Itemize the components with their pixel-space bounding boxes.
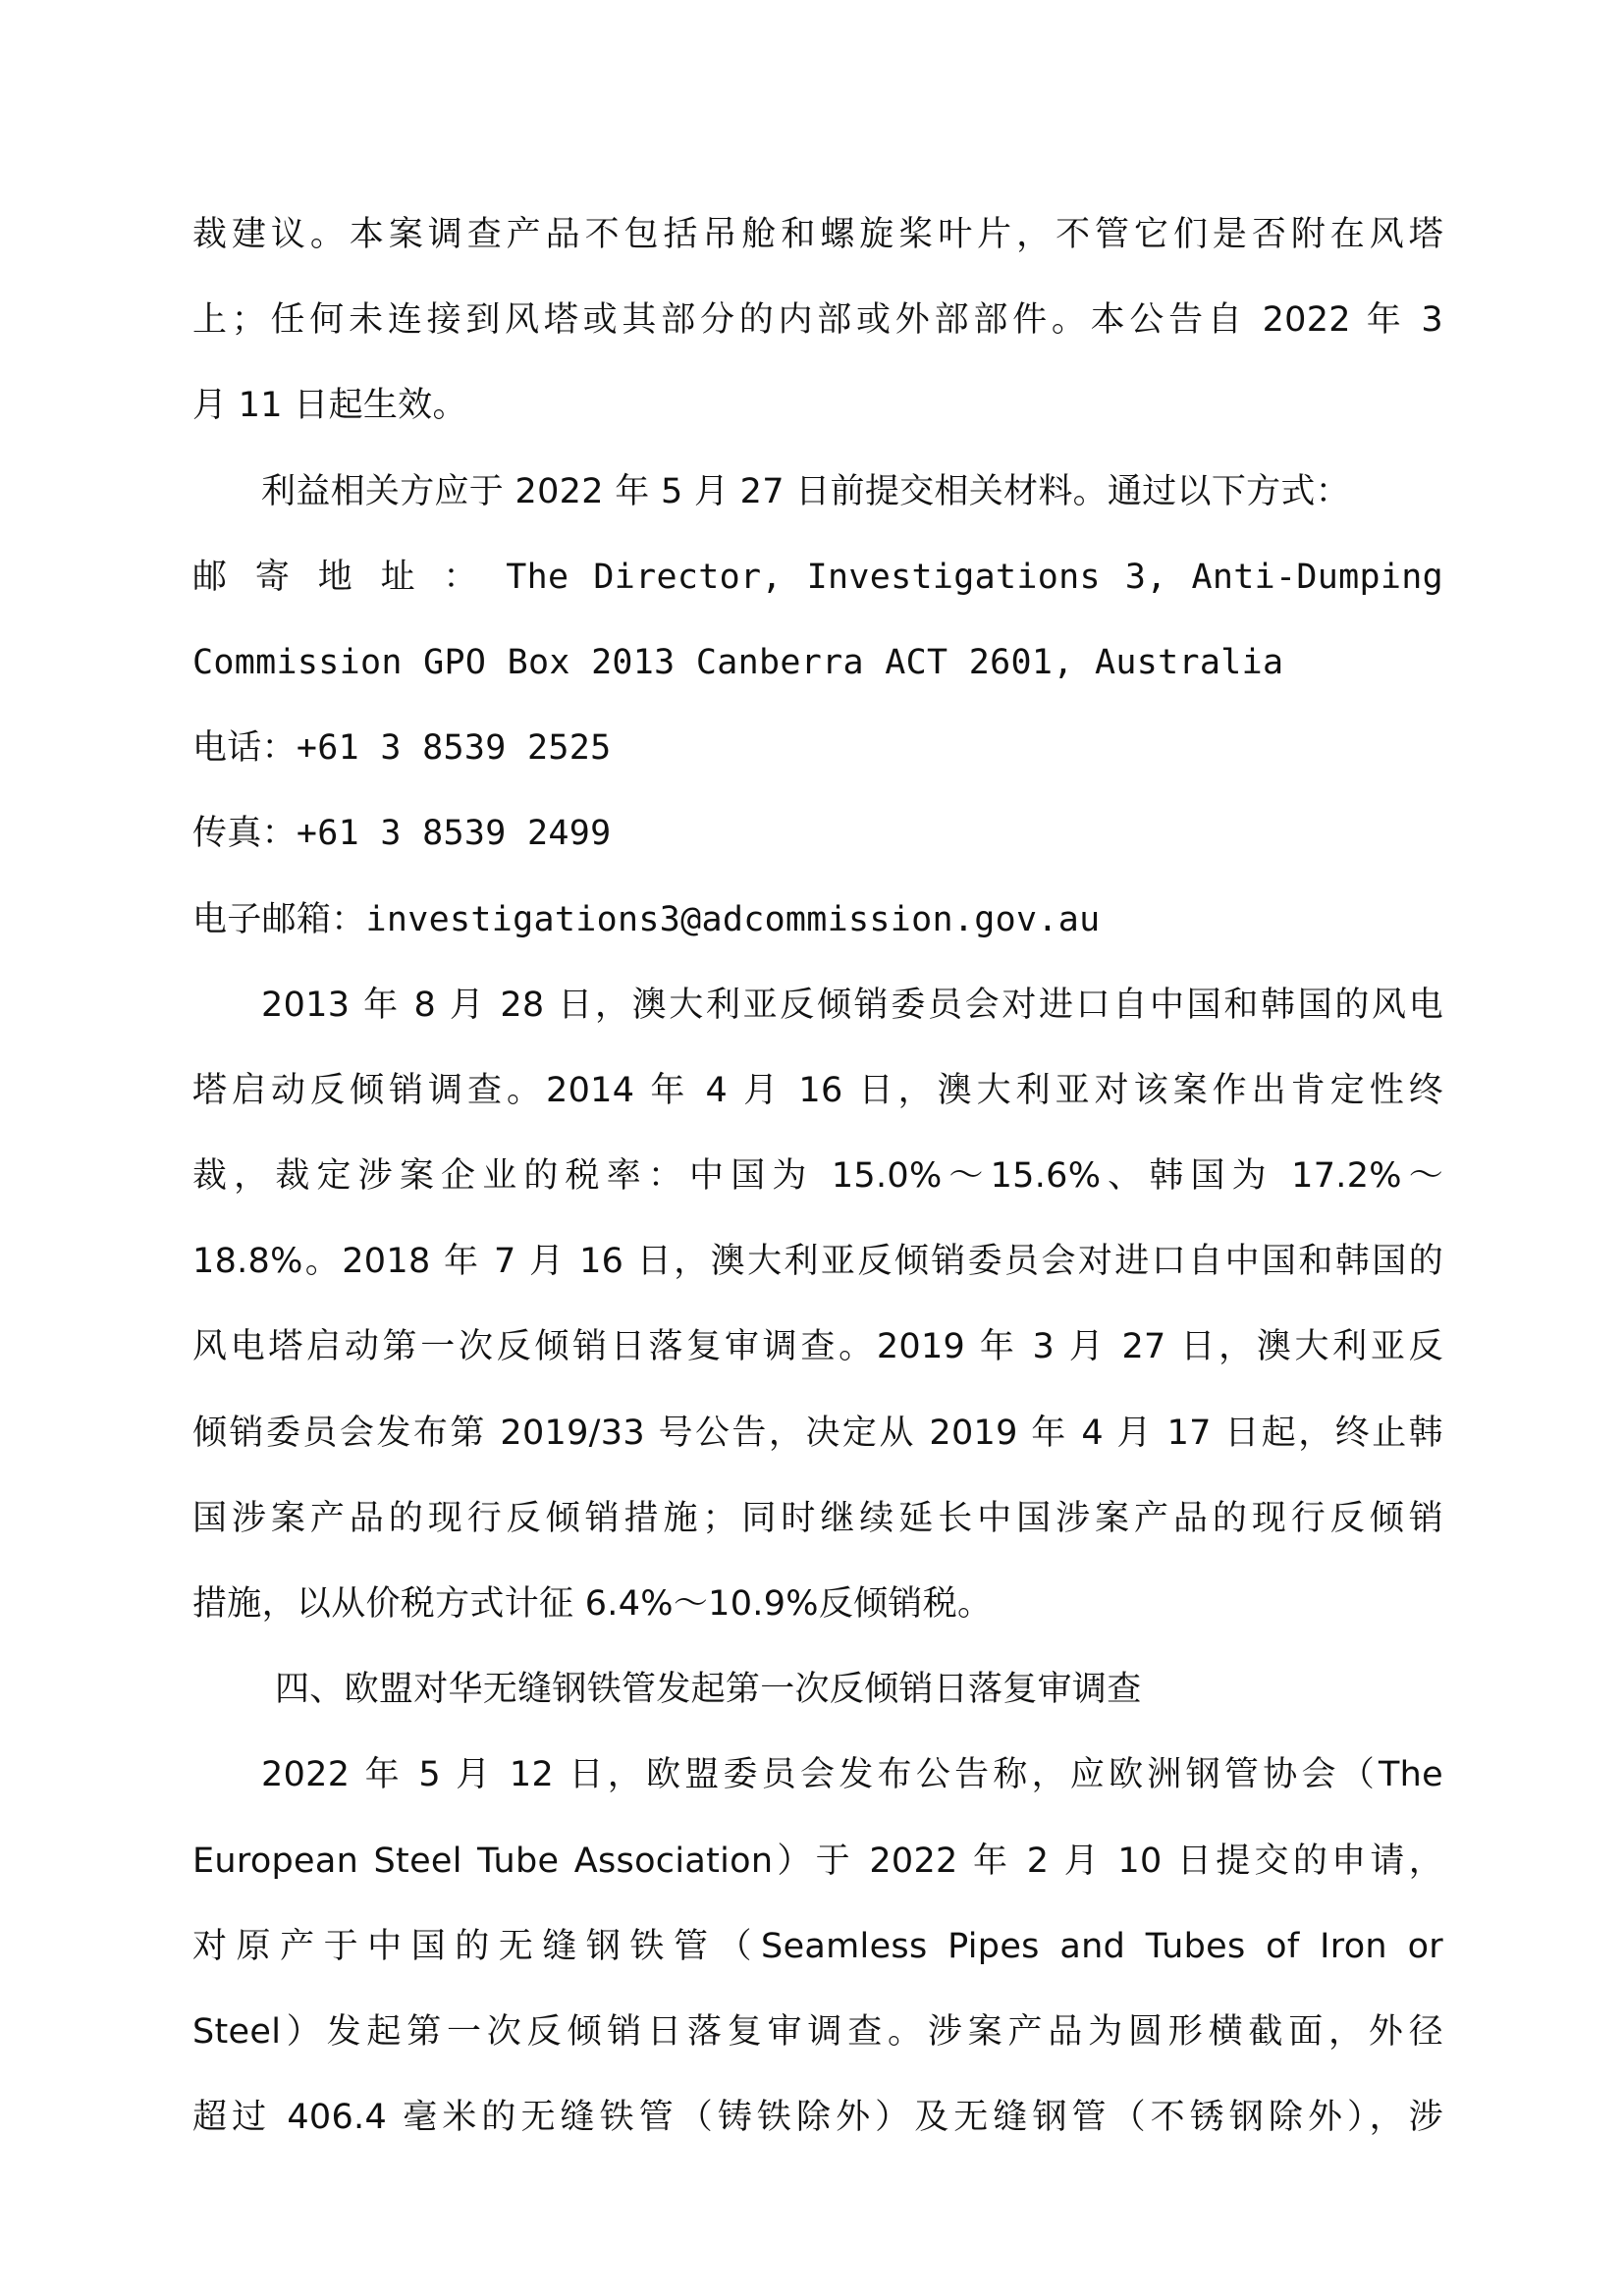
text-line: 措施，以从价税方式计征 6.4%～10.9%反倾销税。 <box>192 1584 993 1624</box>
email-line: 电子邮箱：investigations3@adcommission.gov.au <box>192 899 1101 939</box>
text-line: 倾销委员会发布第 2019/33 号公告，决定从 2019 年 4 月 17 日起，终止韩 <box>192 1413 1443 1453</box>
text-line: 利益相关方应于 2022 年 5 月 27 日前提交相关材料。通过以下方式： <box>261 471 1351 511</box>
text-line: 裁建议。本案调查产品不包括吊舱和螺旋桨叶片，不管它们是否附在风塔 <box>192 215 1443 254</box>
text-line: Steel）发起第一次反倾销日落复审调查。涉案产品为圆形横截面，外径 <box>192 2011 1443 2052</box>
text-line: 对原产于中国的无缝钢铁管（Seamless Pipes and Tubes of Iron or <box>192 1926 1443 1966</box>
text-line: 上；任何未连接到风塔或其部分的内部或外部部件。本公告自 2022 年 3 <box>192 300 1443 341</box>
text-line: 裁，裁定涉案企业的税率：中国为 15.0%～15.6%、韩国为 17.2%～ <box>192 1156 1443 1197</box>
phone-line: 电话：+61 3 8539 2525 <box>192 728 612 769</box>
text-line: European Steel Tube Association）于 2022 年 2 月 10 日提交的申请， <box>192 1841 1443 1881</box>
text-line: 2022 年 5 月 12 日，欧盟委员会发布公告称，应欧洲钢管协会（The <box>261 1755 1443 1795</box>
text-line: 塔启动反倾销调查。2014 年 4 月 16 日，澳大利亚对该案作出肯定性终 <box>192 1070 1443 1110</box>
text-line: 月 11 日起生效。 <box>192 386 467 426</box>
mailing-address-line: Commission GPO Box 2013 Canberra ACT 2601, Australia <box>192 642 1284 682</box>
fax-line: 传真：+61 3 8539 2499 <box>192 814 612 854</box>
document-body <box>192 192 1443 2161</box>
text-line: 风电塔启动第一次反倾销日落复审调查。2019 年 3 月 27 日，澳大利亚反 <box>192 1327 1443 1367</box>
text-line: 超过 406.4 毫米的无缝铁管（铸铁除外）及无缝钢管（不锈钢除外），涉 <box>192 2098 1443 2138</box>
text-line: 国涉案产品的现行反倾销措施；同时继续延长中国涉案产品的现行反倾销 <box>192 1498 1443 1538</box>
mailing-address-line: 邮 寄 地 址 ： The Director, Investigations 3, Anti-Dumping <box>192 557 1443 597</box>
section-heading: 四、欧盟对华无缝钢铁管发起第一次反倾销日落复审调查 <box>275 1670 1142 1710</box>
text-line: 2013 年 8 月 28 日，澳大利亚反倾销委员会对进口自中国和韩国的风电 <box>261 985 1443 1025</box>
text-line: 18.8%。2018 年 7 月 16 日，澳大利亚反倾销委员会对进口自中国和韩国的 <box>192 1242 1443 1282</box>
